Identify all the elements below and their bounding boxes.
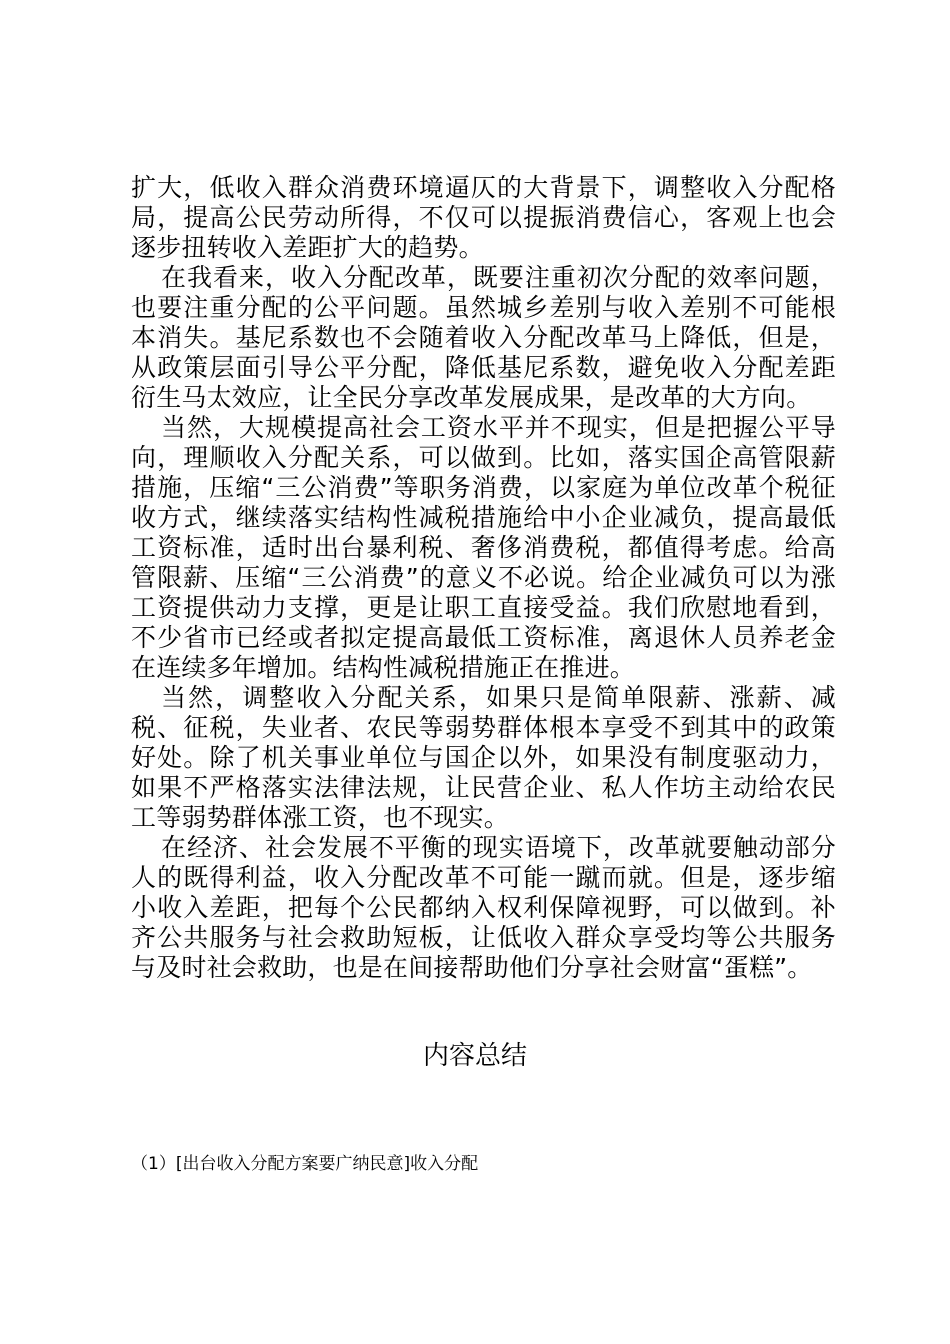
paragraph-4: 当然，调整收入分配关系，如果只是简单限薪、涨薪、减税、征税，失业者、农民等弱势群体根本享受不到其中的政策好处。除了机关事业单位与国企以外，如果没有制度驱动力，如果不严格落实法律法规，让民营企业、私人作坊主动给农民工等弱势群体涨工资，也不现实。 — [131, 683, 836, 832]
paragraph-1: 扩大，低收入群众消费环境逼仄的大背景下，调整收入分配格局，提高公民劳动所得，不仅可以提振消费信心，客观上也会逐步扭转收入差距扩大的趋势。 — [131, 173, 836, 262]
article-body — [131, 173, 836, 983]
paragraph-2: 在我看来，收入分配改革，既要注重初次分配的效率问题，也要注重分配的公平问题。虽然城乡差别与收入差别不可能根本消失。基尼系数也不会随着收入分配改革马上降低，但是，从政策层面引导公平分配，降低基尼系数，避免收入分配差距衍生马太效应，让全民分享改革发展成果，是改革的大方向。 — [131, 263, 836, 412]
paragraph-5: 在经济、社会发展不平衡的现实语境下，改革就要触动部分人的既得利益，收入分配改革不可能一蹴而就。但是，逐步缩小收入差距，把每个公民都纳入权利保障视野，可以做到。补齐公共服务与社会救助短板，让低收入群众享受均等公共服务与及时社会救助，也是在间接帮助他们分享社会财富“蛋糕”。 — [131, 833, 836, 982]
paragraph-3: 当然，大规模提高社会工资水平并不现实，但是把握公平导向，理顺收入分配关系，可以做到。比如，落实国企高管限薪措施，压缩“三公消费”等职务消费，以家庭为单位改革个税征收方式，继续落实结构性减税措施给中小企业减负，提高最低工资标准，适时出台暴利税、奢侈消费税，都值得考虑。给高管限薪、压缩“三公消费”的意义不必说。给企业减负可以为涨工资提供动力支撑，更是让职工直接受益。我们欣慰地看到，不少省市已经或者拟定提高最低工资标准，离退休人员养老金在连续多年增加。结构性减税措施正在推进。 — [131, 413, 836, 682]
summary-item: （1）[出台收入分配方案要广纳民意]收入分配 — [131, 1154, 479, 1174]
summary-title: 内容总结 — [422, 1041, 527, 1071]
